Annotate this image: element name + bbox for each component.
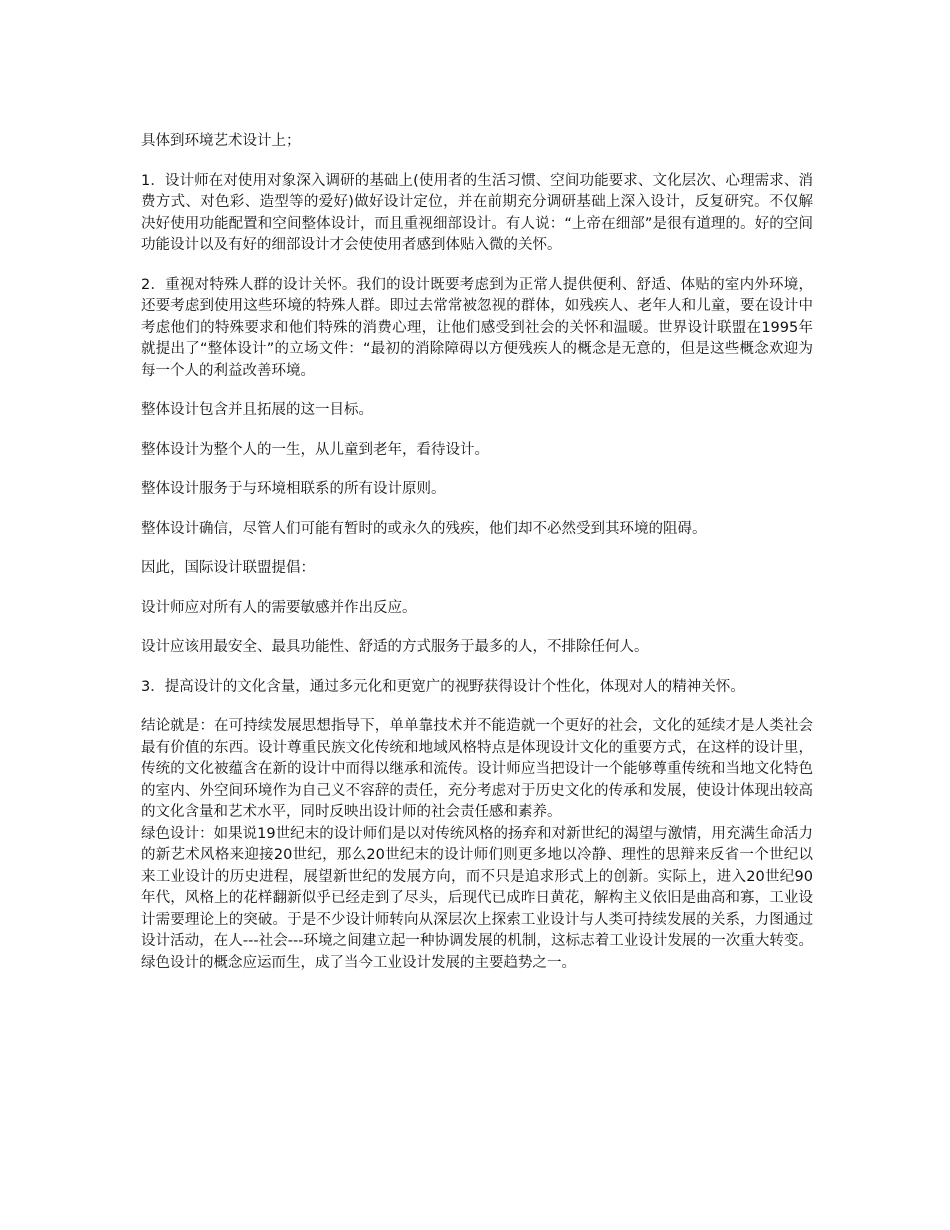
paragraph-disability: 整体设计确信，尽管人们可能有暂时的或永久的残疾，他们却不必然受到其环境的阻碍。 <box>141 520 707 537</box>
paragraph-point-2: 2．重视对特殊人群的设计关怀。我们的设计既要考虑到为正常人提供便利、舒适、体贴的室内外环境，还要考虑到使用这些环境的特殊人群。即过去常常被忽视的群体，如残疾人、老年人和儿童，要在设计中考虑他们的特殊要求和他们特殊的消费心理，让他们感受到社会的关怀和温暖。世界设计联盟在1995年就提出了“整体设计”的立场文件：“最初的消除障碍以方便残疾人的概念是无意的，但是这些概念欢迎为每一个人的利益改善环境。 <box>141 276 813 379</box>
paragraph-sensitivity: 设计师应对所有人的需要敏感并作出反应。 <box>141 599 417 616</box>
paragraph-goal: 整体设计包含并且拓展的这一目标。 <box>141 402 373 418</box>
paragraph-point-3: 3．提高设计的文化含量，通过多元化和更宽广的视野获得设计个性化，体现对人的精神关怀。 <box>141 678 745 695</box>
paragraph-intro: 具体到环境艺术设计上； <box>141 133 301 149</box>
paragraph-conclusion: 结论就是：在可持续发展思想指导下，单单靠技术并不能造就一个更好的社会，文化的延续才是人类社会最有价值的东西。设计尊重民族文化传统和地域风格特点是体现设计文化的重要方式，在这样的设计里，传统的文化被蕴含在新的设计中而得以继承和流传。设计师应当把设计一个能够尊重传统和当地文化特色的室内、外空间环境作为自己义不容辞的责任，充分考虑对于历史文化的传承和发展，使设计体现出较高的文化含量和艺术水平，同时反映出设计师的社会责任感和素养。 <box>141 718 813 820</box>
paragraph-green-design: 绿色设计：如果说19世纪末的设计师们是以对传统风格的扬弃和对新世纪的渴望与激情，用充满生命活力的新艺术风格来迎接20世纪，那么20世纪末的设计师们则更多地以冷静、理性的思辩来反省一个世纪以来工业设计的历史进程，展望新世纪的发展方向，而不只是追求形式上的创新。实际上，进入20世纪90年代，风格上的花样翻新似乎已经走到了尽头，后现代已成昨日黄花，解构主义依旧是曲高和寡，工业设计需要理论上的突破。于是不少设计师转向从深层次上探索工业设计与人类可持续发展的关系，力图通过设计活动，在人---社会---环境之间建立起一种协调发展的机制，这标志着工业设计发展的一次重大转变。绿色设计的概念应运而生，成了当今工业设计发展的主要趋势之一。 <box>141 825 813 971</box>
paragraph-point-1: 1．设计师在对使用对象深入调研的基础上(使用者的生活习惯、空间功能要求、文化层次、心理需求、消费方式、对色彩、造型等的爱好)做好设计定位，并在前期充分调研基础上深入设计，反复研究。不仅解决好使用功能配置和空间整体设计，而且重视细部设计。有人说：“上帝在细部”是很有道理的。好的空间功能设计以及有好的细部设计才会使使用者感到体贴入微的关怀。 <box>141 172 813 253</box>
paragraph-principles: 整体设计服务于与环境相联系的所有设计原则。 <box>141 481 446 497</box>
paragraph-safety: 设计应该用最安全、最具功能性、舒适的方式服务于最多的人，不排除任何人。 <box>141 639 649 655</box>
paragraph-lifetime: 整体设计为整个人的一生，从儿童到老年，看待设计。 <box>141 441 489 458</box>
paragraph-advocacy: 因此，国际设计联盟提倡： <box>141 560 315 576</box>
document-body <box>141 131 813 974</box>
